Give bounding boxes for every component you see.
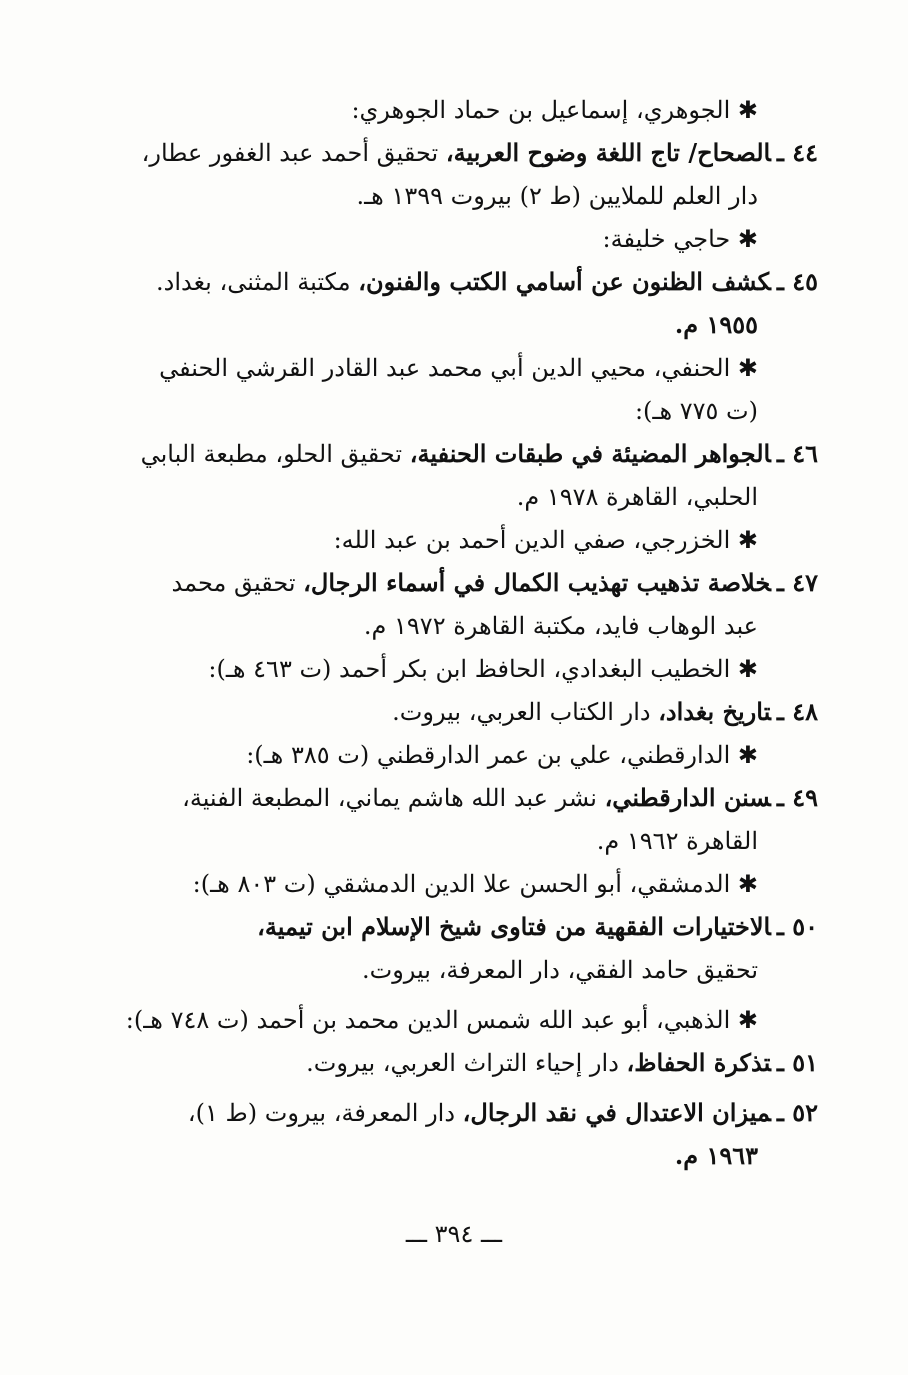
author-text: ✱ الخزرجي، صفي الدين أحمد بن عبد الله: (333, 526, 758, 554)
entry-number: ٤٩ ـ (776, 783, 818, 812)
continuation-text: تحقيق حامد الفقي، دار المعرفة، بيروت. (361, 956, 758, 984)
entry-number: ٥٠ ـ (776, 912, 818, 941)
author-text: ✱ الحنفي، محيي الدين أبي محمد عبد القادر القرشي الحنفي (159, 354, 758, 382)
author-heading (118, 864, 758, 904)
entry-details: تحقيق الحلو، مطبعة البابي (140, 440, 410, 468)
continuation-text: عبد الوهاب فايد، مكتبة القاهرة ١٩٧٢ م. (363, 612, 758, 640)
entry-details: نشر عبد الله هاشم يماني، المطبعة الفنية، (182, 784, 605, 812)
entry-number: ٤٥ ـ (776, 267, 818, 296)
entry-title: تاريخ بغداد، (658, 697, 771, 726)
entry-continuation (118, 391, 758, 431)
author-heading (118, 735, 758, 775)
bibliography-entry-48 (118, 692, 818, 732)
entry-title: الاختيارات الفقهية من فتاوى شيخ الإسلام ابن تيمية، (257, 912, 771, 941)
entry-continuation (118, 477, 758, 517)
entry-details: مكتبة المثنى، بغداد. (156, 268, 359, 296)
bibliography-entry-50 (118, 907, 818, 947)
author-text: ✱ الجوهري، إسماعيل بن حماد الجوهري: (351, 96, 758, 124)
author-heading (118, 219, 758, 259)
author-text: ✱ الخطيب البغدادي، الحافظ ابن بكر أحمد (ت ٤٦٣ هـ): (208, 655, 758, 683)
entry-number: ٤٦ ـ (776, 439, 818, 468)
entry-title: كشف الظنون عن أسامي الكتب والفنون، (358, 267, 771, 296)
continuation-text: (ت ٧٧٥ هـ): (634, 397, 758, 425)
continuation-text: الحلبي، القاهرة ١٩٧٨ م. (516, 483, 758, 511)
bibliography-entry-51 (118, 1043, 818, 1083)
entry-continuation (118, 305, 758, 345)
entry-title: الجواهر المضيئة في طبقات الحنفية، (409, 439, 771, 468)
entry-continuation (118, 606, 758, 646)
entry-number: ٤٤ ـ (776, 138, 818, 167)
entry-details: دار الكتاب العربي، بيروت. (392, 698, 659, 726)
bibliography-entry-45 (118, 262, 818, 302)
page-number: ـــ ٣٩٤ ـــ (405, 1220, 503, 1248)
entry-title: سنن الدارقطني، (604, 783, 771, 812)
entry-continuation (118, 950, 758, 990)
entry-title: خلاصة تذهيب تهذيب الكمال في أسماء الرجال، (303, 568, 771, 597)
entry-number: ٤٨ ـ (776, 697, 818, 726)
entry-continuation (118, 1136, 758, 1176)
entry-number: ٥١ ـ (776, 1048, 818, 1077)
author-text: ✱ الدارقطني، علي بن عمر الدارقطني (ت ٣٨٥ هـ): (246, 741, 758, 769)
entry-number: ٤٧ ـ (776, 568, 818, 597)
bibliography-entry-49 (118, 778, 818, 818)
author-heading (118, 520, 758, 560)
entry-title: ميزان الاعتدال في نقد الرجال، (462, 1098, 771, 1127)
bibliography-entry-47 (118, 563, 818, 603)
continuation-text: ١٩٦٣ م. (674, 1141, 758, 1170)
entry-continuation (118, 176, 758, 216)
author-text: ✱ الدمشقي، أبو الحسن علا الدين الدمشقي (ت ٨٠٣ هـ): (192, 870, 758, 898)
bibliography-entry-44 (118, 133, 818, 173)
entry-number: ٥٢ ـ (776, 1098, 818, 1127)
entry-continuation (118, 821, 758, 861)
author-heading (118, 90, 758, 130)
continuation-text: ١٩٥٥ م. (674, 310, 758, 339)
author-heading (118, 1000, 758, 1040)
author-text: ✱ حاجي خليفة: (602, 225, 758, 253)
entry-details: تحقيق محمد (171, 569, 304, 597)
author-text: ✱ الذهبي، أبو عبد الله شمس الدين محمد بن أحمد (ت ٧٤٨ هـ): (125, 1006, 758, 1034)
continuation-text: دار العلم للملايين (ط ٢) بيروت ١٣٩٩ هـ. (356, 182, 758, 210)
bibliography-entry-52 (118, 1093, 818, 1133)
entry-title: تذكرة الحفاظ، (626, 1048, 771, 1077)
author-heading (118, 348, 758, 388)
entry-title: الصحاح/ تاج اللغة وضوح العربية، (445, 138, 771, 167)
entry-details: دار إحياء التراث العربي، بيروت. (306, 1049, 627, 1077)
entry-details: تحقيق أحمد عبد الغفور عطار، (141, 139, 446, 167)
entry-details: دار المعرفة، بيروت (ط ١)، (187, 1099, 463, 1127)
bibliography-entry-46 (118, 434, 818, 474)
continuation-text: القاهرة ١٩٦٢ م. (596, 827, 758, 855)
author-heading (118, 649, 758, 689)
